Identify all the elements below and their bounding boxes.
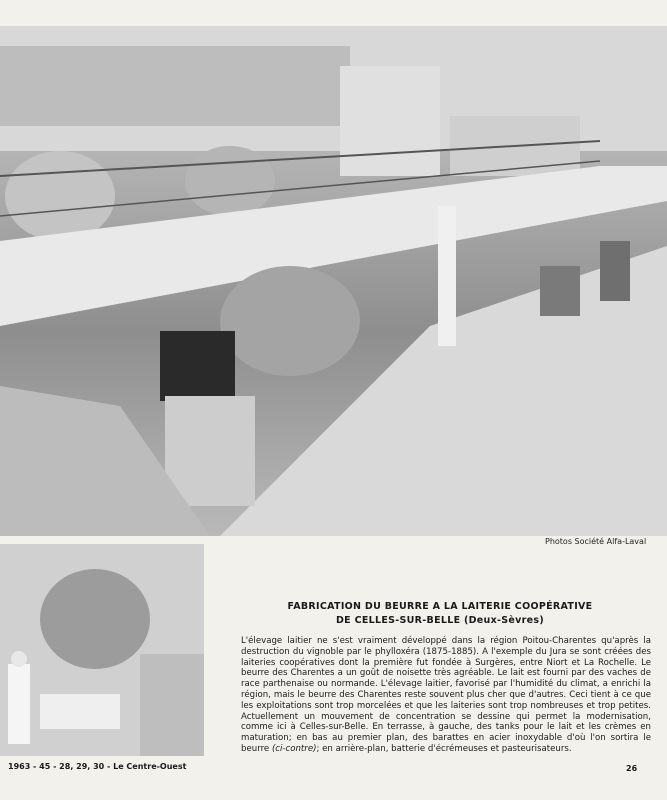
article-title-line1: FABRICATION DU BEURRE A LA LAITERIE COOPÉRATIVE bbox=[287, 601, 593, 612]
article-body bbox=[241, 636, 651, 755]
main-photo bbox=[0, 26, 667, 536]
footer-reference: 1963 - 45 - 28, 29, 30 - Le Centre-Ouest bbox=[8, 762, 187, 771]
page-number: 26 bbox=[626, 764, 638, 773]
photo-credit: Photos Société Alfa-Laval bbox=[545, 537, 647, 546]
body-text-italic: (ci-contre) bbox=[271, 743, 317, 754]
article-title-line2: DE CELLES-SUR-BELLE (Deux-Sèvres) bbox=[336, 615, 544, 626]
body-text-part2: ; en arrière-plan, batterie d'écrémeuses et pasteurisateurs. bbox=[316, 743, 572, 754]
churn-photo-image bbox=[0, 544, 204, 756]
body-text-part1: L'élevage laitier ne s'est vraiment développé dans la région Poitou-Charentes qu'après la destruction du vignoble par le phylloxéra (1875-1885). A l'exemple du Jura se sont créées des laiteries coopératives dont la première fut fondée à Surgères, entre Niort et La Rochelle. Le beurre des Charentes a un goût de noisette très agréable. Le lait est fourni par des vaches de race parthenaise ou normande. L'élevage laitier, favorisé par l'humidité du climat, a enrichi la région, mais le beurre des Charentes reste souvent plus cher que d'autres. Ceci tient à ce que les exploitations sont trop morcelées et que les laiteries sont trop nombreuses et trop petites. Actuellement un mouvement de concentration se dessine qui permet la modernisation, comme ici à Celles-sur-Belle. En terrasse, à gauche, des tanks pour le lait et les crèmes en maturation; en bas au premier plan, des barattes en acier inoxydable d'où l'on sortira le beurre bbox=[241, 636, 651, 754]
churn-worker-photo bbox=[0, 544, 204, 756]
dairy-hall-photo bbox=[0, 26, 667, 536]
